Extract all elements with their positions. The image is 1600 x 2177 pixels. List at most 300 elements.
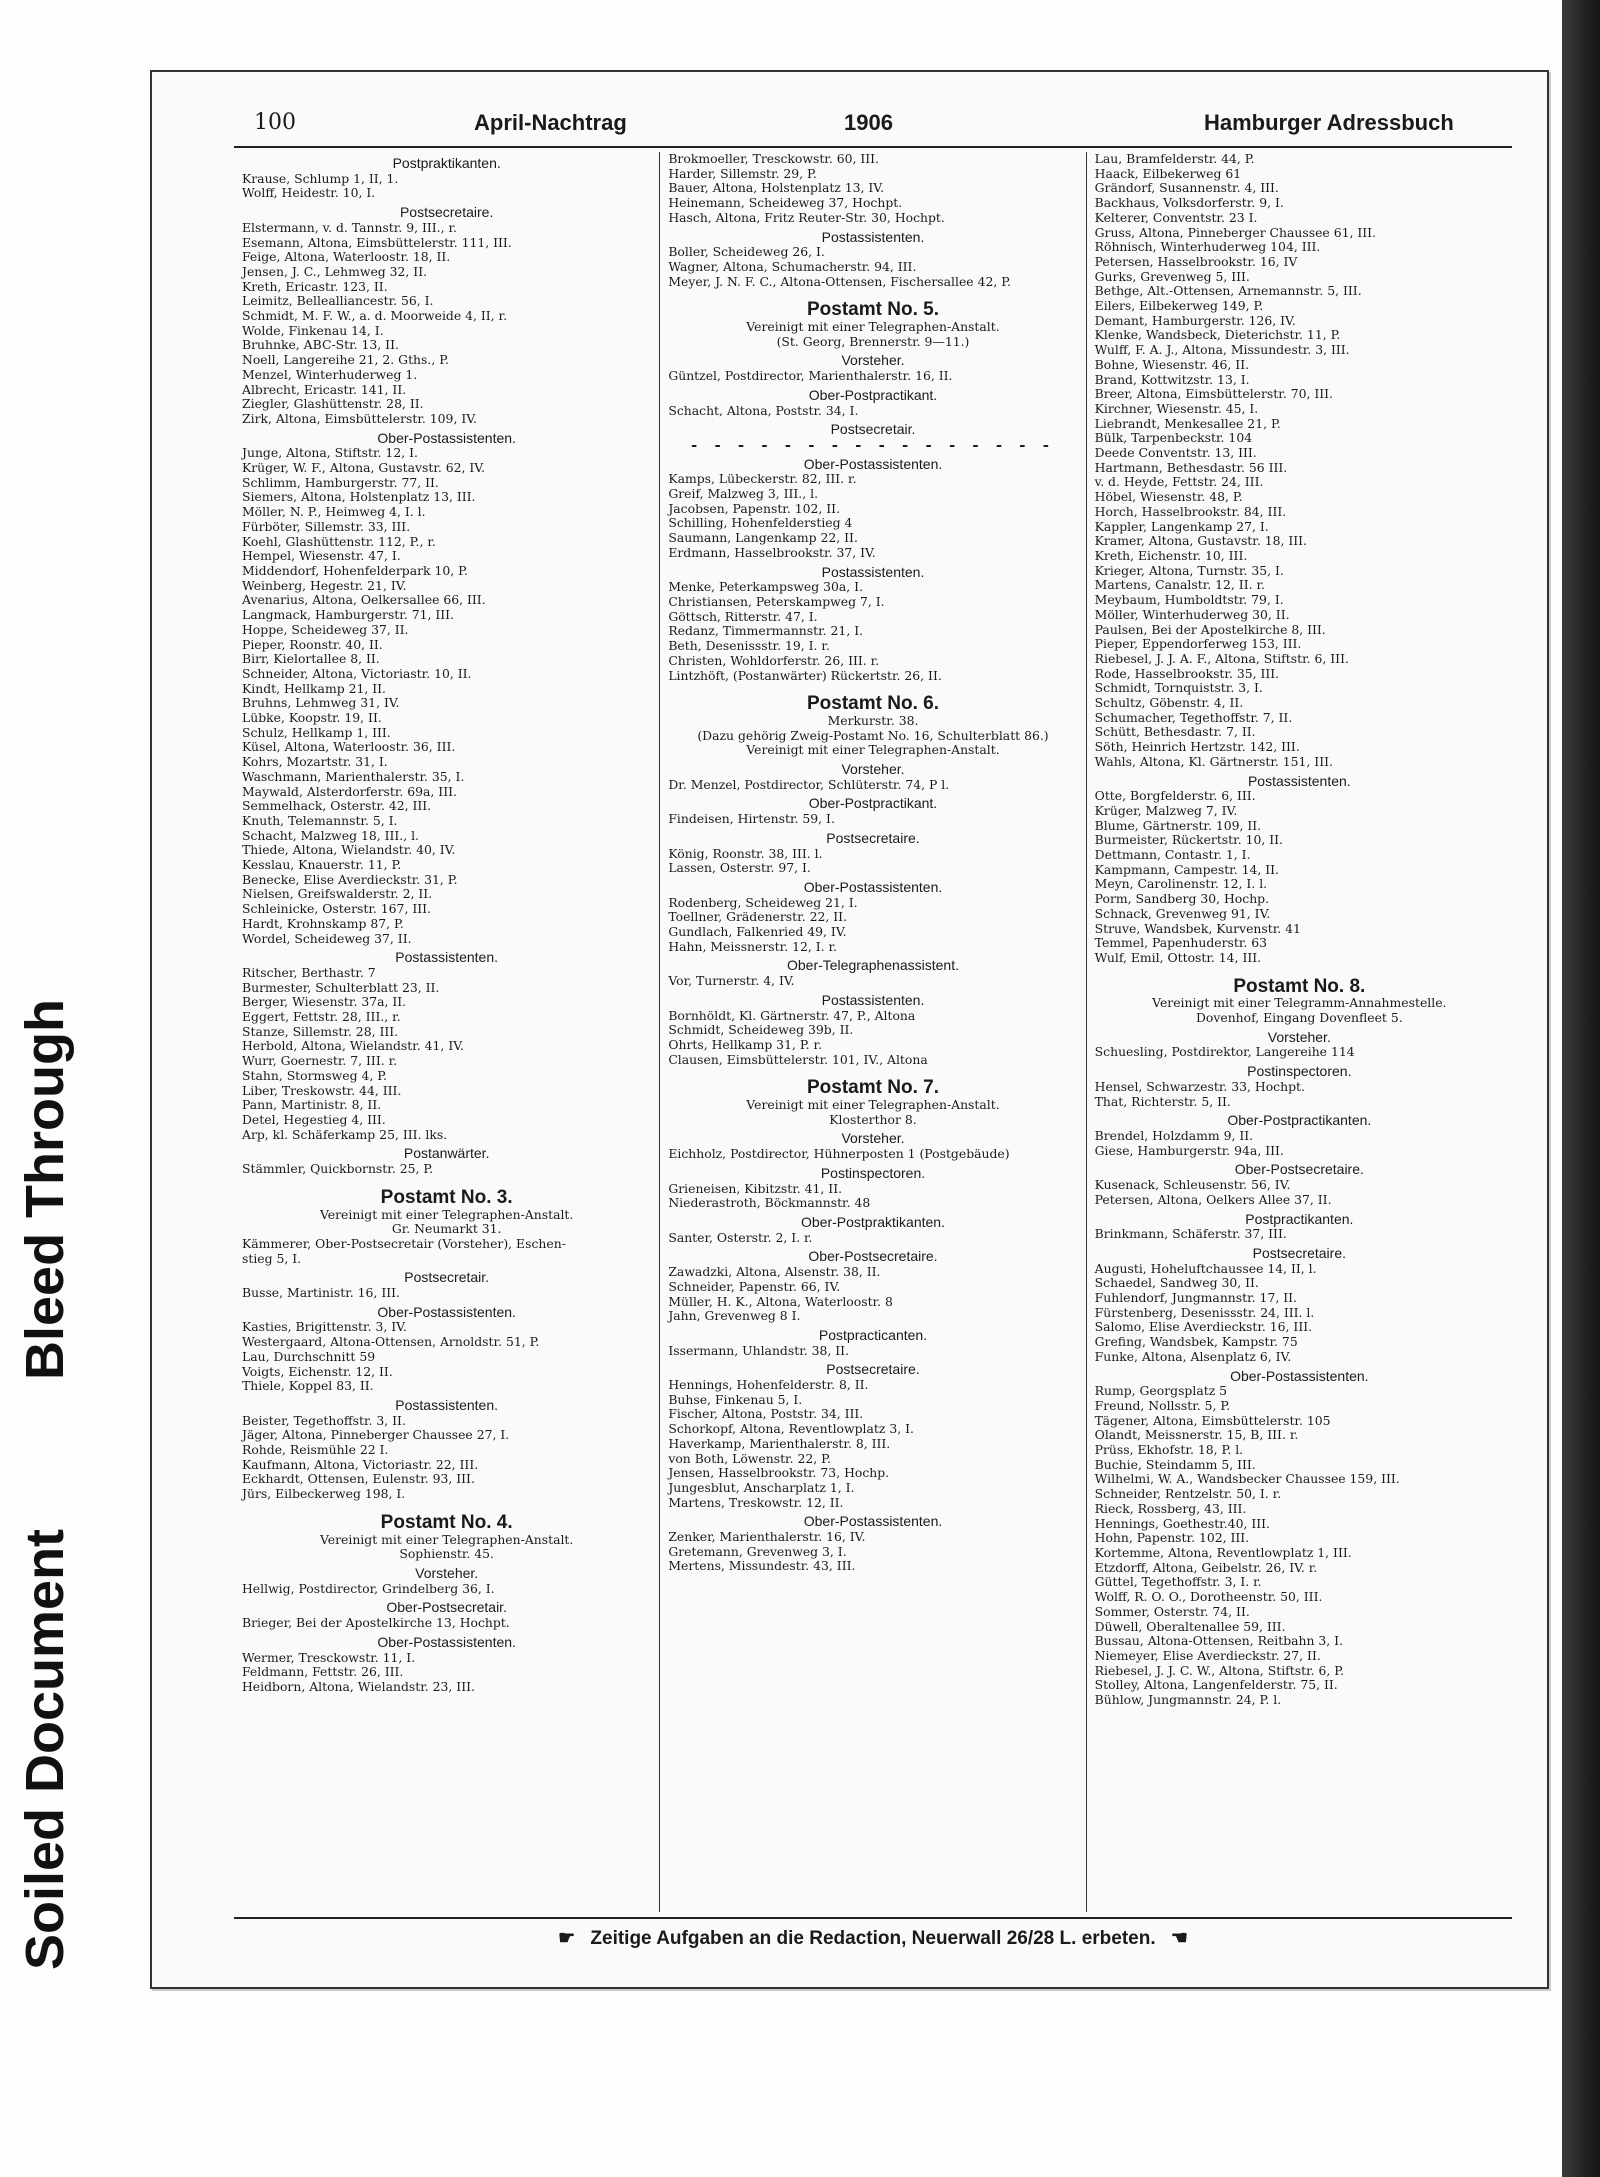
- directory-entry: Busse, Martinistr. 16, III.: [242, 1285, 400, 1301]
- directory-entry: Bohne, Wiesenstr. 46, II.: [1094, 356, 1250, 372]
- directory-entry: Bussau, Altona-Ottensen, Reitbahn 3, I.: [1094, 1633, 1344, 1649]
- section-heading: Ober-Postassistenten.: [377, 1303, 516, 1320]
- directory-entry: Birr, Kielortallee 8, II.: [242, 651, 380, 667]
- postamt-subline: Vereinigt mit einer Telegramm-Annahmestelle.: [1152, 995, 1447, 1011]
- directory-entry: Waschmann, Marienthalerstr. 35, I.: [242, 768, 465, 784]
- directory-entry: Stanze, Sillemstr. 28, III.: [242, 1023, 399, 1039]
- directory-entry: Freund, Nollsstr. 5, P.: [1094, 1397, 1231, 1413]
- directory-entry: Kusenack, Schleusenstr. 56, IV.: [1094, 1177, 1291, 1193]
- column-3: [1086, 152, 1512, 1912]
- section-heading: Ober-Postsecretaire.: [1234, 1161, 1364, 1178]
- directory-entry: Beth, Desenissstr. 19, I. r.: [668, 638, 830, 654]
- directory-entry: Bethge, Alt.-Ottensen, Arnemannstr. 5, III.: [1094, 283, 1362, 299]
- directory-entry: Brand, Kottwitzstr. 13, I.: [1094, 371, 1250, 387]
- section-heading: Ober-Postassistenten.: [377, 1633, 516, 1650]
- postamt-subline: Vereinigt mit einer Telegraphen-Anstalt.: [319, 1206, 574, 1222]
- directory-entry: Schilling, Hohenfelderstieg 4: [668, 515, 853, 531]
- directory-entry: Schneider, Altona, Victoriastr. 10, II.: [242, 665, 472, 681]
- postamt-subline: Klosterthor 8.: [829, 1111, 917, 1127]
- directory-entry: Backhaus, Volksdorferstr. 9, I.: [1094, 195, 1284, 211]
- directory-entry: Porm, Sandberg 30, Hochp.: [1094, 891, 1270, 907]
- soiled-document-label: Soiled Document: [15, 1528, 75, 1970]
- postamt-heading: Postamt No. 3.: [380, 1186, 513, 1208]
- directory-entry: Bühlow, Jungmannstr. 24, P. l.: [1094, 1692, 1282, 1708]
- directory-entry: Kamps, Lübeckerstr. 82, III. r.: [668, 471, 857, 487]
- directory-entry: Weinberg, Hegestr. 21, IV.: [242, 577, 407, 593]
- section-heading: Postassistenten.: [821, 228, 925, 245]
- directory-entry: Martens, Canalstr. 12, II. r.: [1094, 577, 1265, 593]
- columns: [234, 152, 1512, 1912]
- directory-entry: Beister, Tegethoffstr. 3, II.: [242, 1412, 406, 1428]
- directory-entry: Niederastroth, Böckmannstr. 48: [668, 1195, 871, 1211]
- directory-entry: Wolff, R. O. O., Dorotheenstr. 50, III.: [1094, 1589, 1323, 1605]
- directory-entry: Schmidt, Tornquiststr. 3, I.: [1094, 680, 1263, 696]
- section-heading: Vorsteher.: [1267, 1028, 1331, 1045]
- directory-entry: Ziegler, Glashüttenstr. 28, II.: [242, 396, 424, 412]
- directory-entry: Hennings, Hohenfelderstr. 8, II.: [668, 1377, 869, 1393]
- directory-entry: Gundlach, Falkenried 49, IV.: [668, 924, 847, 940]
- directory-entry: Brendel, Holzdamm 9, II.: [1094, 1128, 1254, 1143]
- directory-entry: Siemers, Altona, Holstenplatz 13, III.: [242, 489, 476, 505]
- directory-entry: Wolff, Heidestr. 10, I.: [242, 185, 376, 201]
- directory-entry: Wulf, Emil, Ottostr. 14, III.: [1094, 949, 1262, 965]
- postamt-heading: Postamt No. 4.: [380, 1511, 513, 1533]
- directory-entry: Elstermann, v. d. Tannstr. 9, III., r.: [242, 219, 457, 235]
- directory-entry: Stämmler, Quickbornstr. 25, P.: [242, 1161, 434, 1177]
- section-heading: Postassistenten.: [395, 1396, 499, 1413]
- directory-entry: Kelterer, Conventstr. 23 I.: [1094, 209, 1258, 225]
- directory-entry: Schulz, Hellkamp 1, III.: [242, 724, 391, 740]
- directory-entry: Krieger, Altona, Turnstr. 35, I.: [1094, 562, 1284, 578]
- directory-entry: Harder, Sillemstr. 29, P.: [668, 165, 817, 181]
- directory-entry: Voigts, Eichenstr. 12, II.: [242, 1363, 393, 1379]
- directory-entry: Ritscher, Berthastr. 7: [242, 964, 376, 980]
- section-heading: Postsecretaire.: [826, 829, 920, 846]
- directory-entry: Güttel, Tegethoffstr. 3, I. r.: [1094, 1574, 1262, 1590]
- section-heading: Ober-Postpractikanten.: [1227, 1112, 1372, 1129]
- directory-entry: Horch, Hasselbrookstr. 84, III.: [1094, 503, 1287, 519]
- directory-entry: Gretemann, Grevenweg 3, I.: [668, 1543, 847, 1559]
- directory-entry: Demant, Hamburgerstr. 126, IV.: [1094, 312, 1296, 328]
- directory-entry: Kramer, Altona, Gustavstr. 18, III.: [1094, 533, 1307, 549]
- directory-entry: Heinemann, Scheideweg 37, Hochpt.: [668, 195, 903, 211]
- directory-entry: Müller, H. K., Altona, Waterloostr. 8: [668, 1293, 893, 1309]
- section-heading: Vorsteher.: [841, 352, 905, 369]
- directory-entry: Feige, Altona, Waterloostr. 18, II.: [242, 249, 451, 265]
- directory-entry: Toellner, Grädenerstr. 22, II.: [668, 909, 847, 925]
- section-heading: Postpractikanten.: [1245, 1210, 1354, 1227]
- directory-entry: Westergaard, Altona-Ottensen, Arnoldstr. 51, P.: [242, 1334, 540, 1350]
- postamt-subline: Dovenhof, Eingang Dovenfleet 5.: [1195, 1010, 1403, 1026]
- directory-entry: Santer, Osterstr. 2, I. r.: [668, 1229, 813, 1245]
- directory-entry: Issermann, Uhlandstr. 38, II.: [668, 1342, 850, 1358]
- directory-entry: Berger, Wiesenstr. 37a, II.: [242, 994, 407, 1010]
- directory-entry: Funke, Altona, Alsenplatz 6, IV.: [1094, 1348, 1292, 1364]
- section-heading: Vorsteher.: [841, 1130, 905, 1147]
- directory-entry: Schacht, Malzweg 18, III., l.: [242, 827, 419, 843]
- scan-edge: [1562, 0, 1600, 2177]
- section-heading: Postsecretaire.: [826, 1361, 920, 1378]
- directory-entry: That, Richterstr. 5, II.: [1094, 1093, 1231, 1109]
- directory-entry: Christen, Wohldorferstr. 26, III. r.: [668, 652, 880, 668]
- section-heading: Postassistenten.: [395, 949, 499, 966]
- directory-entry: Grändorf, Susannenstr. 4, III.: [1094, 180, 1279, 196]
- postamt-subline: Vereinigt mit einer Telegraphen-Anstalt.: [746, 742, 1000, 758]
- section-title: April-Nachtrag: [474, 110, 627, 135]
- directory-entry: Prüss, Ekhofstr. 18, P. l.: [1094, 1442, 1244, 1458]
- directory-entry: Jensen, J. C., Lehmweg 32, II.: [242, 263, 428, 279]
- section-heading: Postassistenten.: [821, 563, 925, 580]
- directory-entry: Martens, Treskowstr. 12, II.: [668, 1494, 844, 1510]
- directory-entry: Petersen, Altona, Oelkers Allee 37, II.: [1094, 1191, 1332, 1207]
- directory-entry: Bornhöldt, Kl. Gärtnerstr. 47, P., Altona: [668, 1007, 916, 1023]
- directory-entry: Erdmann, Hasselbrookstr. 37, IV.: [668, 544, 876, 560]
- directory-entry: Heidborn, Altona, Wielandstr. 23, III.: [242, 1678, 475, 1694]
- section-heading: Ober-Postsecretair.: [386, 1599, 507, 1616]
- directory-entry: Riebesel, J. J. A. F., Altona, Stiftstr. 6, III.: [1094, 650, 1349, 666]
- directory-entry: Rieck, Rossberg, 43, III.: [1094, 1500, 1247, 1516]
- directory-entry: Lau, Durchschnitt 59: [242, 1348, 376, 1364]
- directory-entry: Hoppe, Scheideweg 37, II.: [242, 621, 409, 637]
- section-heading: Postanwärter.: [403, 1145, 490, 1162]
- directory-entry: Knuth, Telemannstr. 5, I.: [242, 812, 398, 828]
- directory-entry: Fürstenberg, Desenissstr. 24, III. l.: [1094, 1304, 1315, 1320]
- directory-entry: Schumacher, Tegethoffstr. 7, II.: [1094, 709, 1293, 725]
- directory-entry: Kappler, Langenkamp 27, I.: [1094, 518, 1269, 534]
- directory-entry: Fürböter, Sillemstr. 33, III.: [242, 518, 411, 534]
- directory-entry: Rohde, Reismühle 22 I.: [242, 1442, 389, 1458]
- postamt-subline: Vereinigt mit einer Telegraphen-Anstalt.: [319, 1531, 574, 1547]
- directory-entry: Lassen, Osterstr. 97, I.: [668, 860, 811, 876]
- directory-entry: Jäger, Altona, Pinneberger Chaussee 27, I.: [242, 1427, 510, 1443]
- section-heading: Postinspectoren.: [1247, 1063, 1352, 1080]
- book-title: Hamburger Adressbuch: [1204, 110, 1454, 135]
- postamt-subline: Vereinigt mit einer Telegraphen-Anstalt.: [746, 319, 1000, 335]
- directory-entry: Breer, Altona, Eimsbüttelerstr. 70, III.: [1094, 386, 1333, 402]
- directory-entry: Schacht, Altona, Poststr. 34, I.: [668, 402, 859, 418]
- column-1: [234, 152, 659, 1912]
- postamt-subline: Merkurstr. 38.: [827, 712, 919, 728]
- directory-entry: Hellwig, Postdirector, Grindelberg 36, I.: [242, 1580, 495, 1596]
- directory-entry: Feldmann, Fettstr. 26, III.: [242, 1664, 404, 1680]
- directory-entry: Pieper, Eppendorferweg 153, III.: [1094, 636, 1302, 652]
- directory-entry: Möller, N. P., Heimweg 4, I. l.: [242, 504, 426, 520]
- section-heading: Postsecretair.: [404, 1269, 490, 1286]
- directory-entry: Rump, Georgsplatz 5: [1094, 1383, 1228, 1399]
- directory-entry: Krüger, Malzweg 7, IV.: [1094, 802, 1238, 818]
- directory-entry: Avenarius, Altona, Oelkersallee 66, III.: [242, 592, 486, 608]
- postamt-subline: (St. Georg, Brennerstr. 9—11.): [776, 333, 970, 349]
- directory-entry: Schaedel, Sandweg 30, II.: [1094, 1275, 1259, 1291]
- directory-entry: Möller, Winterhuderweg 30, II.: [1094, 606, 1290, 622]
- directory-entry: Kirchner, Wiesenstr. 45, I.: [1094, 400, 1259, 416]
- directory-entry: Haack, Eilbekerweg 61: [1094, 165, 1242, 181]
- section-heading: Postinspectoren.: [820, 1164, 926, 1181]
- directory-entry: Grefing, Wandsbek, Kampstr. 75: [1094, 1334, 1298, 1350]
- directory-entry: Schleinicke, Osterstr. 167, III.: [242, 901, 431, 917]
- directory-entry: Schorkopf, Altona, Reventlowplatz 3, I.: [668, 1421, 914, 1437]
- directory-entry: Wagner, Altona, Schumacherstr. 94, III.: [668, 258, 917, 274]
- directory-entry: Maywald, Alsterdorferstr. 69a, III.: [242, 783, 457, 799]
- directory-entry: Schmidt, Scheideweg 39b, II.: [668, 1022, 854, 1038]
- page-header: [234, 102, 1512, 148]
- directory-entry: Rodenberg, Scheideweg 21, I.: [668, 894, 858, 910]
- directory-entry: Paulsen, Bei der Apostelkirche 8, III.: [1094, 621, 1326, 637]
- postamt-subline: Sophienstr. 45.: [399, 1546, 494, 1562]
- pointing-hand-right-icon: ☛: [558, 1928, 576, 1949]
- postamt-subline: Vereinigt mit einer Telegraphen-Anstalt.: [746, 1097, 1000, 1113]
- directory-entry: Giese, Hamburgerstr. 94a, III.: [1094, 1142, 1284, 1158]
- directory-entry: Thiele, Koppel 83, II.: [242, 1378, 374, 1394]
- directory-entry: Findeisen, Hirtenstr. 59, I.: [668, 811, 835, 827]
- directory-entry: Wilhelmi, W. A., Wandsbecker Chaussee 159, III.: [1094, 1471, 1400, 1487]
- section-heading: Ober-Telegraphenassistent.: [786, 957, 959, 974]
- directory-entry: Wermer, Tresckowstr. 11, I.: [242, 1649, 416, 1665]
- directory-entry: Otte, Borgfelderstr. 6, III.: [1094, 788, 1256, 804]
- directory-entry: Tägener, Altona, Eimsbüttelerstr. 105: [1094, 1412, 1331, 1428]
- directory-entry: Vor, Turnerstr. 4, IV.: [668, 973, 795, 989]
- footer-text: Zeitige Aufgaben an die Redaction, Neuerwall 26/28 L. erbeten.: [590, 1928, 1156, 1949]
- directory-entry: Deede Conventstr. 13, III.: [1094, 445, 1257, 461]
- section-heading: Postpracticanten.: [818, 1326, 928, 1343]
- directory-entry: Rode, Hasselbrookstr. 35, III.: [1094, 665, 1280, 681]
- directory-entry: Zawadzki, Altona, Alsenstr. 38, II.: [668, 1264, 881, 1280]
- directory-entry: Zirk, Altona, Eimsbüttelerstr. 109, IV.: [242, 410, 477, 426]
- directory-entry: Dettmann, Contastr. 1, I.: [1094, 847, 1251, 863]
- directory-entry: Meyn, Carolinenstr. 12, I. l.: [1094, 876, 1268, 892]
- directory-entry: Wulff, F. A. J., Altona, Missundestr. 3, III.: [1094, 342, 1350, 358]
- directory-entry: Bruhns, Lehmweg 31, IV.: [242, 695, 400, 711]
- directory-entry: Etzdorff, Altona, Geibelstr. 26, IV. r.: [1094, 1559, 1318, 1575]
- directory-entry: Niemeyer, Elise Averdieckstr. 27, II.: [1094, 1647, 1321, 1663]
- directory-entry: Kasties, Brigittenstr. 3, IV.: [242, 1319, 407, 1335]
- page-number: 100: [254, 110, 296, 135]
- directory-entry: Jacobsen, Papenstr. 102, II.: [668, 500, 841, 516]
- directory-entry: Stahn, Stormsweg 4, P.: [242, 1067, 387, 1083]
- directory-entry: Liber, Treskowstr. 44, III.: [242, 1082, 402, 1098]
- directory-entry: Liebrandt, Menkesallee 21, P.: [1094, 415, 1281, 431]
- postamt-subline: (Dazu gehörig Zweig-Postamt No. 16, Schulterblatt 86.): [697, 727, 1049, 743]
- directory-entry: Augusti, Hoheluftchaussee 14, II, l.: [1094, 1260, 1317, 1276]
- directory-entry: Düwell, Oberaltenallee 59, III.: [1094, 1618, 1286, 1634]
- directory-entry: Boller, Scheideweg 26, I.: [668, 244, 825, 260]
- directory-entry: Zenker, Marienthalerstr. 16, IV.: [668, 1529, 866, 1545]
- watermark-labels: [8, 0, 128, 2177]
- section-heading: Ober-Postpraktikanten.: [801, 1214, 945, 1230]
- section-heading: Postsecretaire.: [1252, 1244, 1346, 1261]
- directory-entry: Sommer, Osterstr. 74, II.: [1094, 1603, 1250, 1619]
- directory-entry: Burmester, Schulterblatt 23, II.: [242, 979, 440, 995]
- directory-entry: Eichholz, Postdirector, Hühnerposten 1 (Postgebäude): [668, 1146, 1010, 1162]
- document-page: [150, 70, 1549, 1989]
- directory-entry: Petersen, Hasselbrookstr. 16, IV: [1094, 253, 1298, 269]
- directory-entry: Küsel, Altona, Waterloostr. 36, III.: [242, 739, 456, 755]
- directory-entry: Wordel, Scheideweg 37, II.: [242, 930, 412, 946]
- directory-entry: Meyer, J. N. F. C., Altona-Ottensen, Fischersallee 42, P.: [668, 273, 1011, 289]
- directory-entry: Pieper, Roonstr. 40, II.: [242, 636, 383, 652]
- directory-entry: von Both, Löwenstr. 22, P.: [668, 1450, 831, 1466]
- directory-entry: Junge, Altona, Stiftstr. 12, I.: [242, 445, 418, 461]
- directory-entry: Menzel, Winterhuderweg 1.: [242, 366, 418, 382]
- pointing-hand-left-icon: ☚: [1170, 1928, 1188, 1949]
- directory-entry: Stolley, Altona, Langenfelderstr. 75, II.: [1094, 1677, 1338, 1693]
- directory-entry: Hempel, Wiesenstr. 47, I.: [242, 548, 401, 564]
- directory-entry: Fischer, Altona, Poststr. 34, III.: [668, 1406, 864, 1422]
- directory-entry: Schuesling, Postdirektor, Langereihe 114: [1094, 1044, 1355, 1060]
- directory-entry: Jahn, Grevenweg 8 I.: [668, 1308, 801, 1324]
- directory-entry: Jensen, Hasselbrookstr. 73, Hochp.: [668, 1465, 890, 1481]
- directory-entry: Christiansen, Peterskampweg 7, I.: [668, 593, 885, 609]
- directory-entry: Burmeister, Rückertstr. 10, II.: [1094, 832, 1283, 848]
- directory-entry: Ohrts, Hellkamp 31, P. r.: [668, 1036, 823, 1052]
- directory-entry: Eilers, Eilbekerweg 149, P.: [1094, 298, 1264, 314]
- directory-entry: Eggert, Fettstr. 28, III., r.: [242, 1009, 401, 1025]
- directory-entry: Pann, Martinistr. 8, II.: [242, 1097, 382, 1113]
- directory-entry: Söth, Heinrich Hertzstr. 142, III.: [1094, 739, 1300, 755]
- directory-entry: Clausen, Eimsbüttelerstr. 101, IV., Altona: [668, 1051, 928, 1067]
- directory-entry: Esemann, Altona, Eimsbüttelerstr. 111, III.: [242, 234, 512, 250]
- directory-entry: Hennings, Goethestr.40, III.: [1094, 1515, 1270, 1531]
- postamt-heading: Postamt No. 5.: [807, 299, 939, 321]
- directory-entry: Salomo, Elise Averdieckstr. 16, III.: [1094, 1319, 1313, 1335]
- directory-entry: Wahls, Altona, Kl. Gärtnerstr. 151, III.: [1094, 753, 1333, 769]
- section-heading: Vorsteher.: [415, 1564, 479, 1581]
- directory-entry: Blume, Gärtnerstr. 109, II.: [1094, 817, 1262, 833]
- postamt-heading: Postamt No. 8.: [1233, 975, 1366, 997]
- section-heading: Ober-Postassistenten.: [377, 429, 516, 446]
- directory-entry: Kampmann, Campestr. 14, II.: [1094, 861, 1279, 877]
- directory-entry: Kreth, Eichenstr. 10, III.: [1094, 547, 1248, 563]
- directory-entry: Haverkamp, Marienthalerstr. 8, III.: [668, 1435, 891, 1451]
- directory-entry: Krause, Schlump 1, II, 1.: [242, 170, 399, 186]
- directory-entry: Buchie, Steindamm 5, III.: [1094, 1456, 1256, 1472]
- directory-entry: Eckhardt, Ottensen, Eulenstr. 93, III.: [242, 1471, 475, 1487]
- directory-entry: Klenke, Wandsbeck, Dieterichstr. 11, P.: [1094, 327, 1341, 343]
- directory-entry: Kindt, Hellkamp 21, II.: [242, 680, 386, 696]
- directory-entry: Bauer, Altona, Holstenplatz 13, IV.: [668, 180, 885, 196]
- directory-entry: Grieneisen, Kibitzstr. 41, II.: [668, 1180, 843, 1196]
- directory-entry: Schmidt, M. F. W., a. d. Moorweide 4, II, r.: [242, 308, 508, 324]
- directory-entry: Gruss, Altona, Pinneberger Chaussee 61, III.: [1094, 224, 1376, 240]
- year: 1906: [844, 110, 893, 135]
- directory-entry: Lübke, Koopstr. 19, II.: [242, 710, 382, 726]
- section-heading: Vorsteher.: [841, 761, 905, 778]
- directory-entry: Nielsen, Greifswalderstr. 2, II.: [242, 886, 433, 902]
- directory-entry: Schlimm, Hamburgerstr. 77, II.: [242, 474, 439, 490]
- directory-entry: v. d. Heyde, Fettstr. 24, III.: [1094, 474, 1264, 490]
- directory-entry: Hartmann, Bethesdastr. 56 III.: [1094, 459, 1288, 475]
- directory-entry: Bülk, Tarpenbeckstr. 104: [1094, 430, 1253, 446]
- directory-entry: Jürs, Eilbeckerweg 198, I.: [242, 1486, 406, 1502]
- directory-entry: Kortemme, Altona, Reventlowplatz 1, III.: [1094, 1544, 1352, 1560]
- directory-entry: Höbel, Wiesenstr. 48, P.: [1094, 489, 1243, 505]
- column-2: [659, 152, 1085, 1912]
- directory-entry: stieg 5, I.: [242, 1250, 302, 1266]
- directory-entry: Jungesblut, Anscharplatz 1, I.: [668, 1479, 855, 1495]
- directory-entry: Koehl, Glashüttenstr. 112, P., r.: [242, 533, 436, 549]
- directory-entry: Riebesel, J. J. C. W., Altona, Stiftstr. 6, P.: [1094, 1662, 1345, 1678]
- directory-entry: Olandt, Meissnerstr. 15, B, III. r.: [1094, 1427, 1299, 1443]
- postamt-subline: Gr. Neumarkt 31.: [391, 1221, 502, 1237]
- directory-entry: Herbold, Altona, Wielandstr. 41, IV.: [242, 1038, 464, 1054]
- directory-entry: Hahn, Meissnerstr. 12, I. r.: [668, 938, 837, 954]
- directory-entry: Lintzhöft, (Postanwärter) Rückertstr. 26, II.: [668, 667, 942, 683]
- directory-entry: Noell, Langereihe 21, 2. Gths., P.: [242, 352, 449, 368]
- directory-entry: Schütt, Bethesdastr. 7, II.: [1094, 724, 1256, 740]
- directory-entry: Langmack, Hamburgerstr. 71, III.: [242, 607, 454, 623]
- directory-entry: Fuhlendorf, Jungmannstr. 17, II.: [1094, 1290, 1297, 1306]
- directory-entry: Saumann, Langenkamp 22, II.: [668, 530, 858, 546]
- directory-entry: Thiede, Altona, Wielandstr. 40, IV.: [242, 842, 456, 858]
- directory-entry: Krüger, W. F., Altona, Gustavstr. 62, IV.: [242, 460, 486, 476]
- directory-entry: Kesslau, Knauerstr. 11, P.: [242, 857, 402, 873]
- directory-entry: Güntzel, Postdirector, Marienthalerstr. 16, II.: [668, 368, 953, 384]
- vacant-line: - - - - - - - - - - - - - - - -: [691, 435, 1055, 454]
- directory-entry: Kämmerer, Ober-Postsecretair (Vorsteher), Eschen-: [242, 1235, 566, 1251]
- directory-entry: Göttsch, Ritterstr. 47, I.: [668, 608, 818, 624]
- directory-entry: Schultz, Göbenstr. 4, II.: [1094, 695, 1244, 711]
- section-heading: Ober-Postassistenten.: [1230, 1367, 1369, 1384]
- section-heading: Ober-Postsecretaire.: [808, 1248, 938, 1265]
- section-heading: Postsecretaire.: [399, 204, 494, 221]
- directory-entry: Kohrs, Mozartstr. 31, I.: [242, 754, 388, 770]
- directory-entry: Kaufmann, Altona, Victoriastr. 22, III.: [242, 1456, 479, 1472]
- directory-entry: Buhse, Finkenau 5, I.: [668, 1391, 803, 1407]
- directory-entry: Hasch, Altona, Fritz Reuter-Str. 30, Hochpt.: [668, 209, 945, 225]
- section-heading: Postpraktikanten.: [392, 155, 501, 171]
- directory-entry: Benecke, Elise Averdieckstr. 31, P.: [242, 871, 458, 887]
- section-heading: Postassistenten.: [1247, 772, 1351, 789]
- directory-entry: Albrecht, Ericastr. 141, II.: [242, 381, 407, 397]
- directory-entry: Gurks, Grevenweg 5, III.: [1094, 268, 1250, 284]
- directory-entry: Wolde, Finkenau 14, I.: [242, 322, 384, 338]
- directory-entry: Mertens, Missundestr. 43, III.: [668, 1558, 856, 1574]
- section-heading: Ober-Postpractikant.: [808, 795, 938, 812]
- directory-entry: Schneider, Rentzelstr. 50, I. r.: [1094, 1486, 1282, 1502]
- postamt-heading: Postamt No. 6.: [807, 693, 939, 715]
- directory-entry: Schneider, Papenstr. 66, IV.: [668, 1278, 841, 1294]
- section-heading: Postsecretair.: [830, 421, 916, 438]
- directory-entry: Redanz, Timmermannstr. 21, I.: [668, 623, 864, 639]
- postamt-heading: Postamt No. 7.: [807, 1077, 939, 1099]
- directory-entry: Hardt, Krohnskamp 87, P.: [242, 915, 404, 931]
- directory-entry: Struve, Wandsbek, Kurvenstr. 41: [1094, 920, 1301, 936]
- directory-entry: Hohn, Papenstr. 102, III.: [1094, 1530, 1250, 1546]
- directory-entry: Brieger, Bei der Apostelkirche 13, Hochpt.: [242, 1615, 510, 1631]
- section-heading: Ober-Postassistenten.: [803, 878, 943, 895]
- directory-entry: Detel, Hegestieg 4, III.: [242, 1112, 386, 1127]
- directory-entry: Lau, Bramfelderstr. 44, P.: [1094, 152, 1255, 166]
- directory-entry: Wurr, Goernestr. 7, III. r.: [242, 1053, 398, 1069]
- directory-entry: Meybaum, Humboldtstr. 79, I.: [1094, 592, 1284, 608]
- section-heading: Ober-Postpractikant.: [808, 386, 938, 403]
- directory-entry: Middendorf, Hohenfelderpark 10, P.: [242, 562, 468, 578]
- directory-entry: Röhnisch, Winterhuderweg 104, III.: [1094, 239, 1321, 255]
- bleed-through-label: Bleed Through: [15, 999, 75, 1380]
- directory-entry: Kreth, Ericastr. 123, II.: [242, 278, 388, 294]
- directory-entry: Schnack, Grevenweg 91, IV.: [1094, 905, 1271, 921]
- directory-entry: Menke, Peterkampsweg 30a, I.: [668, 579, 864, 595]
- directory-entry: Greif, Malzweg 3, III., l.: [668, 486, 819, 502]
- section-heading: Ober-Postassistenten.: [803, 1513, 943, 1530]
- directory-entry: Dr. Menzel, Postdirector, Schlüterstr. 74, P l.: [668, 776, 950, 792]
- directory-entry: Brokmoeller, Tresckowstr. 60, III.: [668, 152, 879, 166]
- directory-entry: König, Roonstr. 38, III. l.: [668, 845, 823, 861]
- directory-entry: Bruhnke, ABC-Str. 13, II.: [242, 337, 399, 353]
- directory-entry: Temmel, Papenhuderstr. 63: [1094, 935, 1268, 951]
- section-heading: Postassistenten.: [821, 991, 925, 1008]
- directory-entry: Hensel, Schwarzestr. 33, Hochpt.: [1094, 1078, 1305, 1094]
